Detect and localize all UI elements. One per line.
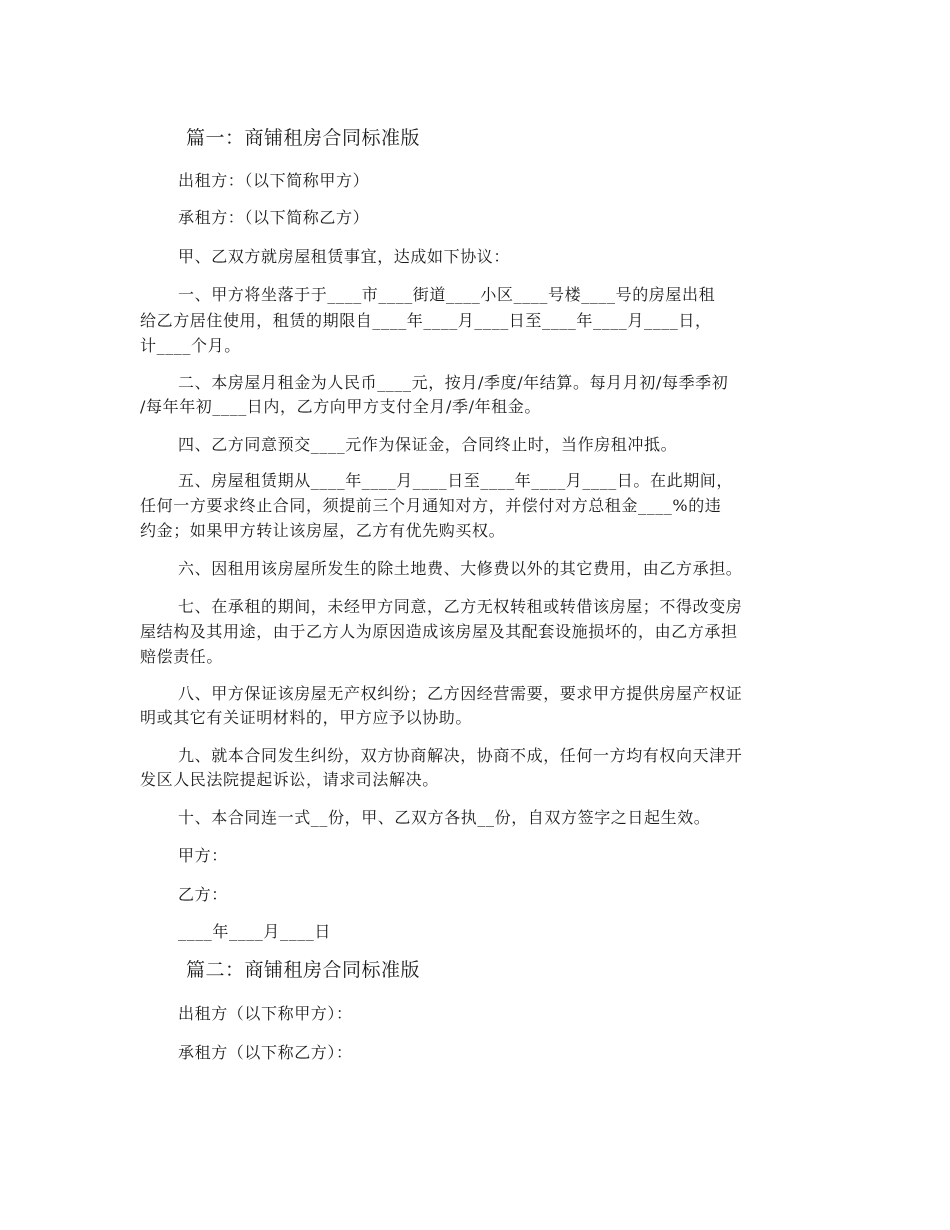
clause4-line: 四、乙方同意预交____元作为保证金，合同终止时，当作房租冲抵。 (178, 435, 678, 454)
clause8-line: 八、甲方保证该房屋无产权纠纷；乙方因经营需要，要求甲方提供房屋产权证 (178, 684, 743, 703)
intro-line: 甲、乙双方就房屋租赁事宜，达成如下协议： (178, 247, 511, 266)
clause7-line: 七、在承租的期间，未经甲方同意，乙方无权转租或转借该房屋；不得改变房 (178, 597, 743, 616)
clause5-line: 约金；如果甲方转让该房屋，乙方有优先购买权。 (140, 521, 506, 540)
signing-date: ____年____月____日 (178, 922, 331, 941)
party-a-signature: 甲方： (178, 846, 228, 865)
lessor-line: 出租方：（以下简称甲方） (178, 171, 370, 190)
clause9-line: 发区人民法院提起诉讼，请求司法解决。 (140, 770, 439, 789)
lessee-line: 承租方（以下称乙方）： (178, 1043, 353, 1062)
party-b-signature: 乙方： (178, 885, 228, 904)
clause2-line: /每年年初____日内，乙方向甲方支付全月/季/年租金。 (140, 397, 541, 416)
clause6-line: 六、因租用该房屋所发生的除土地费、大修费以外的其它费用，由乙方承担。 (178, 559, 743, 578)
clause9-line: 九、就本合同发生纠纷，双方协商解决，协商不成，任何一方均有权向天津开 (178, 746, 743, 765)
section1-title: 篇一：商铺租房合同标准版 (186, 127, 421, 149)
clause1-line: 一、甲方将坐落于于____市____街道____小区____号楼____号的房屋出租 (178, 285, 716, 304)
clause2-line: 二、本房屋月租金为人民币____元，按月/季度/年结算。每月月初/每季季初 (178, 373, 729, 392)
section2-title: 篇二：商铺租房合同标准版 (186, 959, 421, 981)
lessor-line: 出租方（以下称甲方）： (178, 1004, 353, 1023)
clause7-line: 赔偿责任。 (140, 647, 224, 666)
clause1-line: 计____个月。 (140, 336, 241, 355)
clause8-line: 明或其它有关证明材料的，甲方应予以协助。 (140, 708, 473, 727)
clause10-line: 十、本合同连一式__份，甲、乙双方各执__份，自双方签字之日起生效。 (178, 808, 711, 827)
clause7-line: 屋结构及其用途，由于乙方人为原因造成该房屋及其配套设施损坏的，由乙方承担 (140, 622, 738, 641)
clause1-line: 给乙方居住使用，租赁的期限自____年____月____日至____年____月____日， (140, 311, 712, 330)
clause5-line: 任何一方要求终止合同，须提前三个月通知对方，并偿付对方总租金____%的违 (140, 496, 722, 515)
lessee-line: 承租方：（以下简称乙方） (178, 208, 370, 227)
clause5-line: 五、房屋租赁期从____年____月____日至____年____月____日。在此期间， (178, 471, 734, 490)
